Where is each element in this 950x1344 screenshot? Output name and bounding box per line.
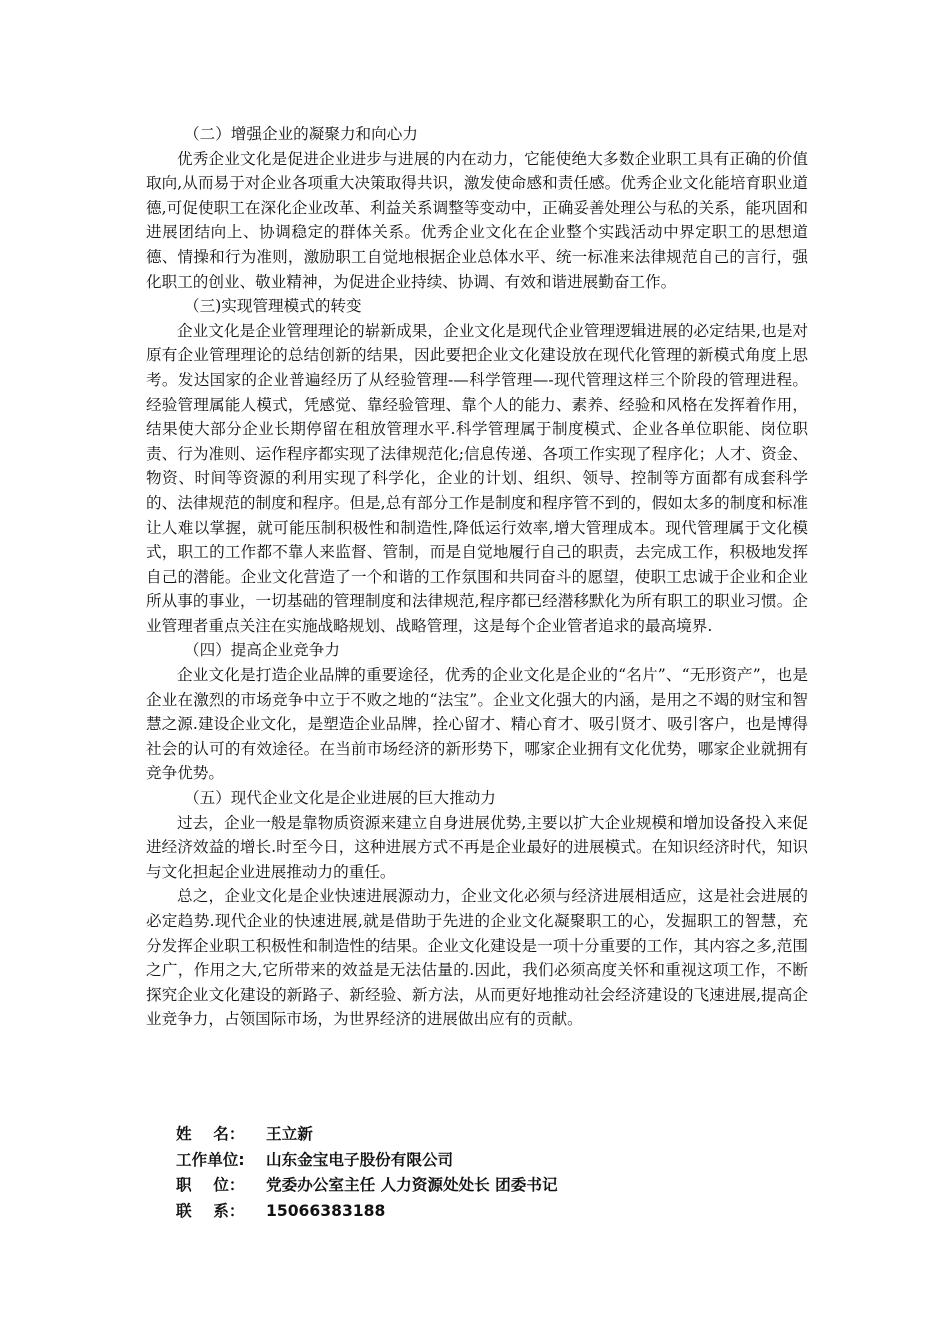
- section-5-paragraph: 过去，企业一般是靠物质资源来建立自身进展优势,主要以扩大企业规模和增加设备投入来促进经济效益的增长.时至今日，这种进展方式不再是企业最好的进展模式。在知识经济时代，知识与文化担起企业进展推动力的重任。: [146, 813, 808, 881]
- author-name: 王立新: [266, 1125, 313, 1143]
- author-unit-label: 工作单位:: [176, 1150, 245, 1169]
- author-name-label: 姓 名：: [176, 1125, 245, 1143]
- author-contact-row: [176, 1199, 796, 1225]
- author-position-label: 职 位：: [176, 1176, 245, 1195]
- section-heading-4: （四）提高企业竞争力: [184, 641, 340, 660]
- author-info: [176, 1122, 796, 1224]
- section-3-paragraph: 企业文化是企业管理理论的崭新成果，企业文化是现代企业管理逻辑进展的必定结果,也是对原有企业管理理论的总结创新的结果，因此要把企业文化建设放在现代化管理的新模式角度上思考。发达国家的企业普遍经历了从经验管理-—科学管理—-现代管理这样三个阶段的管理进程。经验管理属能人模式，凭感觉、靠经验管理、靠个人的能力、素养、经验和风格在发挥着作用，结果使大部分企业长期停留在租放管理水平.科学管理属于制度模式、企业各单位职能、岗位职责、行为准则、运作程序都实现了法律规范化;信息传递、各项工作实现了程序化；人才、资金、物资、时间等资源的利用实现了科学化，企业的计划、组织、领导、控制等方面都有成套科学的、法律规范的制度和程序。但是,总有部分工作是制度和程序管不到的，假如太多的制度和标准让人难以掌握，就可能压制积极性和制造性,降低运行效率,增大管理成本。现代管理属于文化模式，职工的工作都不靠人来监督、管制，而是自觉地履行自己的职责，去完成工作，积极地发挥自己的潜能。企业文化营造了一个和谐的工作氛围和共同奋斗的愿望，使职工忠诚于企业和企业所从事的事业，一切基础的管理制度和法律规范,程序都已经潜移默化为所有职工的职业习惯。企业管理者重点关注在实施战略规划、战略管理，这是每个企业管者追求的最高境界.: [146, 321, 808, 635]
- author-unit-row: [176, 1148, 796, 1174]
- section-heading-5: （五）现代企业文化是企业进展的巨大推动力: [184, 789, 496, 808]
- author-contact: 15066383188: [266, 1201, 386, 1220]
- section-4-paragraph: 企业文化是打造企业品牌的重要途径，优秀的企业文化是企业的“名片”、“无形资产”，也是企业在激烈的市场竞争中立于不败之地的“法宝”。企业文化强大的内涵，是用之不竭的财宝和智慧之源.建设企业文化，是塑造企业品牌，拴心留才、精心育才、吸引贤才、吸引客户，也是博得社会的认可的有效途径。在当前市场经济的新形势下，哪家企业拥有文化优势，哪家企业就拥有竞争优势。: [146, 666, 808, 783]
- section-2-paragraph: 优秀企业文化是促进企业进步与进展的内在动力，它能使绝大多数企业职工具有正确的价值取向,从而易于对企业各项重大决策取得共识，激发使命感和责任感。优秀企业文化能培育职业道德,可促使职工在深化企业改革、利益关系调整等变动中，正确妥善处理公与私的关系，能巩固和进展团结向上、协调稳定的群体关系。优秀企业文化在企业整个实践活动中界定职工的思想道德、情操和行为准则，激励职工自觉地根据企业总体水平、统一标准来法律规范自己的言行，强化职工的创业、敬业精神，为促进企业持续、协调、有效和谐进展勤奋工作。: [146, 149, 808, 291]
- author-contact-label: 联 系：: [176, 1201, 245, 1220]
- conclusion-paragraph: 总之，企业文化是企业快速进展源动力，企业文化必须与经济进展相适应，这是社会进展的必定趋势.现代企业的快速进展,就是借助于先进的企业文化凝聚职工的心，发掘职工的智慧，充分发挥企业职工积极性和制造性的结果。企业文化建设是一项十分重要的工作，其内容之多,范围之广，作用之大,它所带来的效益是无法估量的.因此，我们必须高度关怀和重视这项工作，不断探究企业文化建设的新路子、新经验、新方法，从而更好地推动社会经济建设的飞速进展,提高企业竞争力，占领国际市场，为世界经济的进展做出应有的贡献。: [146, 887, 808, 1029]
- section-heading-3: （三)实现管理模式的转变: [184, 297, 362, 316]
- article-body: [146, 122, 808, 1032]
- section-heading-2: （二）增强企业的凝聚力和向心力: [184, 125, 418, 143]
- author-name-row: [176, 1122, 796, 1148]
- author-position-row: [176, 1173, 796, 1199]
- author-position: 党委办公室主任 人力资源处处长 团委书记: [266, 1176, 558, 1195]
- author-unit: 山东金宝电子股份有限公司: [266, 1150, 454, 1169]
